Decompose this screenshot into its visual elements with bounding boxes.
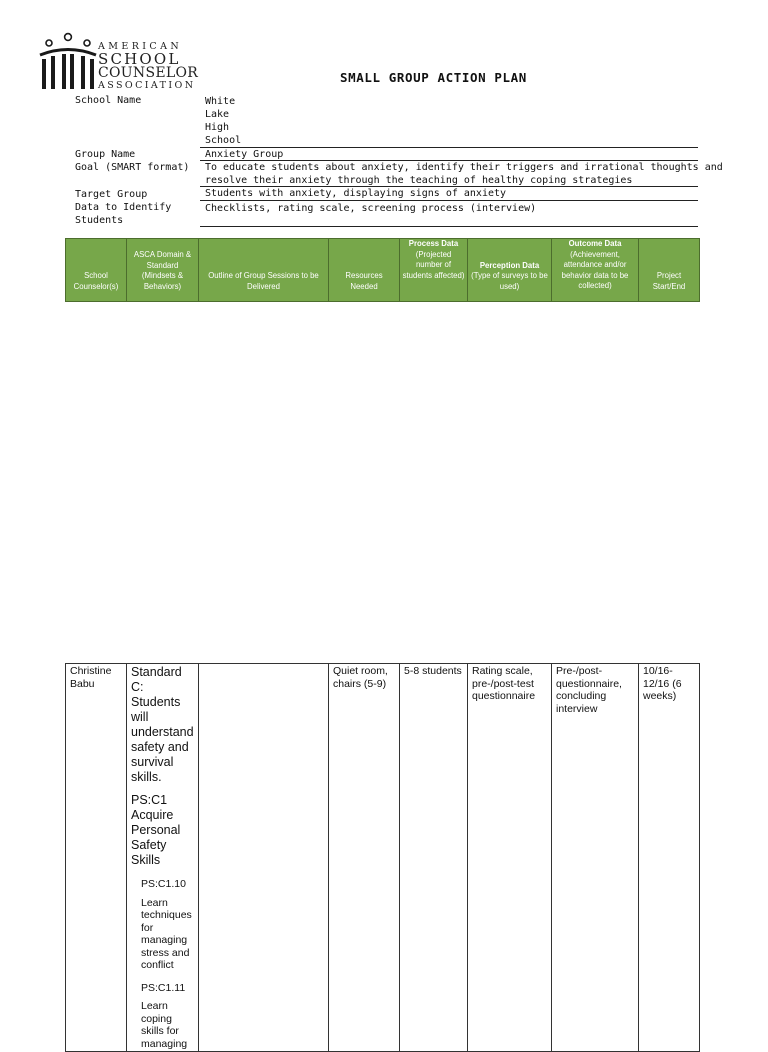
group-name-value: Anxiety Group bbox=[205, 149, 284, 160]
page-title: SMALL GROUP ACTION PLAN bbox=[340, 70, 527, 85]
header-perception-desc: (Type of surveys to be used) bbox=[471, 271, 548, 291]
school-name-line: High bbox=[205, 122, 230, 133]
header-outcome-data bbox=[552, 239, 639, 302]
school-name-line: School bbox=[205, 135, 242, 146]
school-name-label: School Name bbox=[75, 95, 142, 106]
data-identify-value: Checklists, rating scale, screening process (interview) bbox=[205, 203, 537, 214]
group-name-label: Group Name bbox=[75, 149, 136, 160]
header-school-counselor: School Counselor(s) bbox=[66, 239, 127, 302]
plan-body-table bbox=[65, 663, 700, 1052]
asca-figures-icon bbox=[38, 32, 98, 92]
cell-outline bbox=[199, 664, 329, 1052]
ps-c1-10-text: Learn techniques for managing stress and conflict bbox=[141, 896, 192, 971]
header-outcome-desc: (Achievement, attendance and/or behavior data to be collected) bbox=[561, 249, 629, 290]
header-outline-sessions: Outline of Group Sessions to be Delivered bbox=[199, 239, 329, 302]
asca-logo bbox=[38, 32, 198, 92]
header-outcome-title: Outcome Data bbox=[568, 239, 622, 248]
goal-label: Goal (SMART format) bbox=[75, 162, 190, 173]
header-perception-title: Perception Data bbox=[479, 260, 540, 270]
header-project-start-end: Project Start/End bbox=[639, 239, 700, 302]
header-resources: Resources Needed bbox=[329, 239, 400, 302]
data-identify-label-line: Data to Identify bbox=[75, 202, 172, 213]
school-name-line: White bbox=[205, 96, 236, 107]
goal-value bbox=[205, 161, 723, 187]
logo-line-counselor: COUNSELOR bbox=[98, 65, 199, 81]
header-process-title: Process Data bbox=[408, 239, 459, 248]
ps-c1-11-code: PS:C1.11 bbox=[141, 981, 186, 994]
logo-line-american: AMERICAN bbox=[98, 41, 183, 52]
target-group-label: Target Group bbox=[75, 189, 148, 200]
header-asca-domain: ASCA Domain & Standard (Mindsets & Behaviors) bbox=[127, 239, 199, 302]
school-name-line: Lake bbox=[205, 109, 230, 120]
logo-line-school: SCHOOL bbox=[98, 50, 181, 68]
cell-asca-standard bbox=[127, 664, 199, 1052]
goal-line: To educate students about anxiety, identify their triggers and irrational thoughts and bbox=[205, 162, 723, 173]
table-row bbox=[66, 664, 700, 1052]
divider bbox=[200, 226, 698, 227]
cell-resources: Quiet room, chairs (5-9) bbox=[329, 664, 400, 1052]
cell-start-end: 10/16-12/16 (6 weeks) bbox=[639, 664, 700, 1052]
ps-c1-text: PS:C1 Acquire Personal Safety Skills bbox=[131, 793, 181, 867]
cell-outcome-data: Pre-/post-questionnaire, concluding interview bbox=[552, 664, 639, 1052]
goal-line: resolve their anxiety through the teaching of healthy coping strategies bbox=[205, 175, 633, 186]
ps-c1-10-code: PS:C1.10 bbox=[141, 878, 186, 890]
cell-perception-data: Rating scale, pre-/post-test questionnaire bbox=[468, 664, 552, 1052]
plan-header-table bbox=[65, 238, 700, 302]
cell-counselor: Christine Babu bbox=[66, 664, 127, 1052]
header-process-data bbox=[400, 239, 468, 302]
target-group-value: Students with anxiety, displaying signs of anxiety bbox=[205, 188, 507, 199]
data-identify-label-line: Students bbox=[75, 215, 124, 226]
logo-line-association: ASSOCIATION bbox=[98, 80, 196, 91]
header-process-desc: (Projected number of students affected) bbox=[402, 249, 465, 280]
asca-wordmark bbox=[98, 41, 198, 91]
ps-c1-11-text: Learn coping skills for managing bbox=[141, 1000, 188, 1050]
data-identify-label bbox=[75, 201, 171, 227]
cell-process-data: 5-8 students bbox=[400, 664, 468, 1052]
standard-c-text: Standard C: Students will understand safety and survival skills. bbox=[131, 665, 194, 784]
school-name-value bbox=[205, 95, 241, 147]
divider bbox=[200, 200, 698, 201]
header-perception-data bbox=[468, 239, 552, 302]
